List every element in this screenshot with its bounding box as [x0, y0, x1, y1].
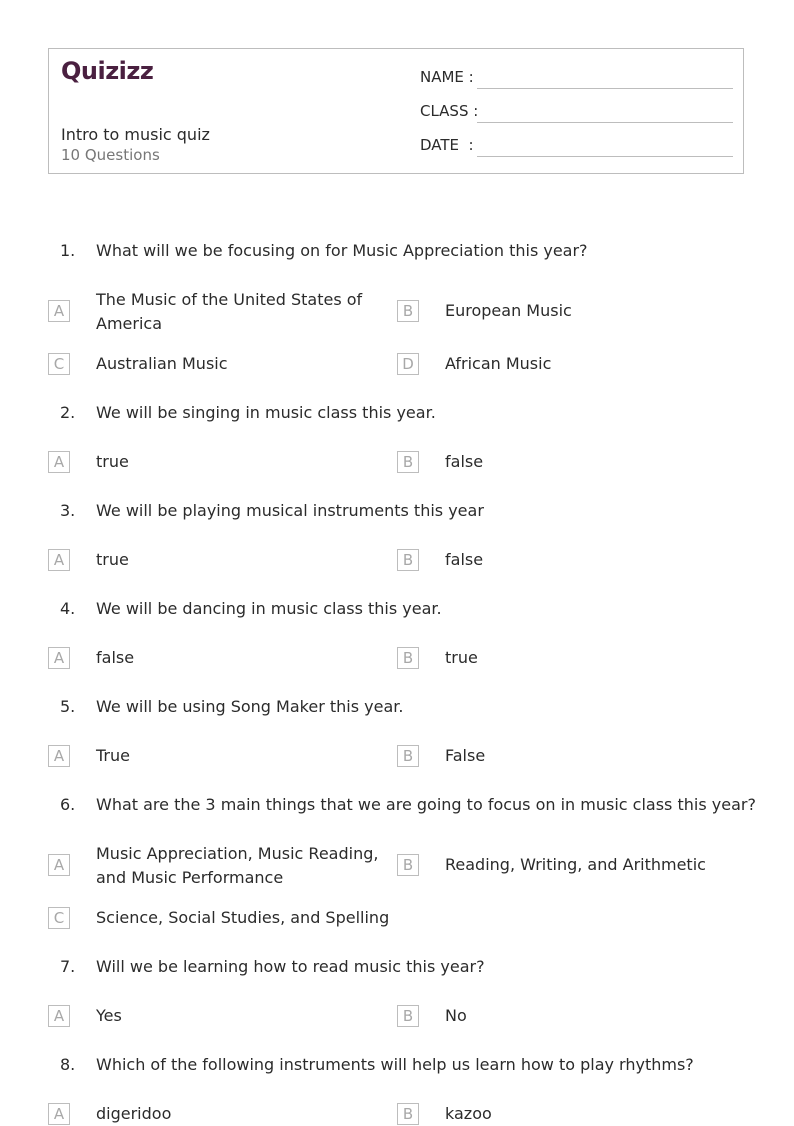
option-text: The Music of the United States of America: [96, 290, 363, 333]
name-label: NAME :: [420, 68, 474, 86]
quizizz-logo: Quizizz: [61, 57, 154, 85]
option-text: African Music: [445, 354, 552, 373]
question-text: What are the 3 main things that we are going to focus on in music class this year?: [96, 795, 756, 814]
option-text: False: [445, 746, 486, 765]
question-text: Which of the following instruments will help us learn how to play rhythms?: [96, 1055, 694, 1074]
option-letter-box: B: [397, 1005, 419, 1027]
option-text: Reading, Writing, and Arithmetic: [445, 855, 706, 874]
question-number: 8.: [60, 1055, 76, 1074]
option-letter-box: A: [48, 549, 70, 571]
option-letter-box: A: [48, 647, 70, 669]
option-letter-box: B: [397, 549, 419, 571]
date-label: DATE :: [420, 136, 474, 154]
option-text: digeridoo: [96, 1104, 172, 1123]
date-line: [477, 156, 733, 157]
option-text: true: [96, 550, 129, 569]
option-text: true: [96, 452, 129, 471]
option-letter-box: B: [397, 647, 419, 669]
question-text: Will we be learning how to read music this year?: [96, 957, 485, 976]
quiz-title: Intro to music quiz: [61, 125, 210, 144]
question-text: We will be using Song Maker this year.: [96, 697, 404, 716]
option-letter-box: A: [48, 1103, 70, 1125]
question-number: 1.: [60, 241, 76, 260]
worksheet-header: [48, 48, 744, 174]
option-text: True: [96, 746, 130, 765]
question-text: We will be singing in music class this year.: [96, 403, 436, 422]
date-field[interactable]: [420, 136, 474, 154]
option-letter-box: B: [397, 854, 419, 876]
question-text: What will we be focusing on for Music Appreciation this year?: [96, 241, 588, 260]
option-letter-box: C: [48, 353, 70, 375]
option-letter-box: A: [48, 300, 70, 322]
option-letter-box: C: [48, 907, 70, 929]
option-text: kazoo: [445, 1104, 492, 1123]
option-letter-box: A: [48, 745, 70, 767]
name-line: [477, 88, 733, 89]
question-number: 7.: [60, 957, 76, 976]
question-text: We will be playing musical instruments this year: [96, 501, 484, 520]
option-text: Music Appreciation, Music Reading, and Music Performance: [96, 844, 379, 887]
option-text: false: [445, 550, 484, 569]
question-text: We will be dancing in music class this year.: [96, 599, 442, 618]
class-label: CLASS :: [420, 102, 479, 120]
option-letter-box: A: [48, 854, 70, 876]
question-number: 2.: [60, 403, 76, 422]
option-letter-box: A: [48, 451, 70, 473]
option-text: No: [445, 1006, 467, 1025]
option-letter-box: B: [397, 745, 419, 767]
class-field[interactable]: [420, 102, 478, 120]
question-number: 6.: [60, 795, 76, 814]
option-text: false: [445, 452, 484, 471]
question-count: 10 Questions: [61, 146, 160, 164]
option-text: false: [96, 648, 135, 667]
name-field[interactable]: [420, 68, 474, 86]
option-letter-box: D: [397, 353, 419, 375]
question-number: 5.: [60, 697, 76, 716]
option-letter-box: B: [397, 451, 419, 473]
option-text: Science, Social Studies, and Spelling: [96, 908, 390, 927]
class-line: [477, 122, 733, 123]
option-text: Yes: [96, 1006, 122, 1025]
option-letter-box: A: [48, 1005, 70, 1027]
question-number: 3.: [60, 501, 76, 520]
option-text: Australian Music: [96, 354, 228, 373]
option-letter-box: B: [397, 1103, 419, 1125]
option-text: European Music: [445, 301, 572, 320]
question-number: 4.: [60, 599, 76, 618]
option-letter-box: B: [397, 300, 419, 322]
option-text: true: [445, 648, 478, 667]
